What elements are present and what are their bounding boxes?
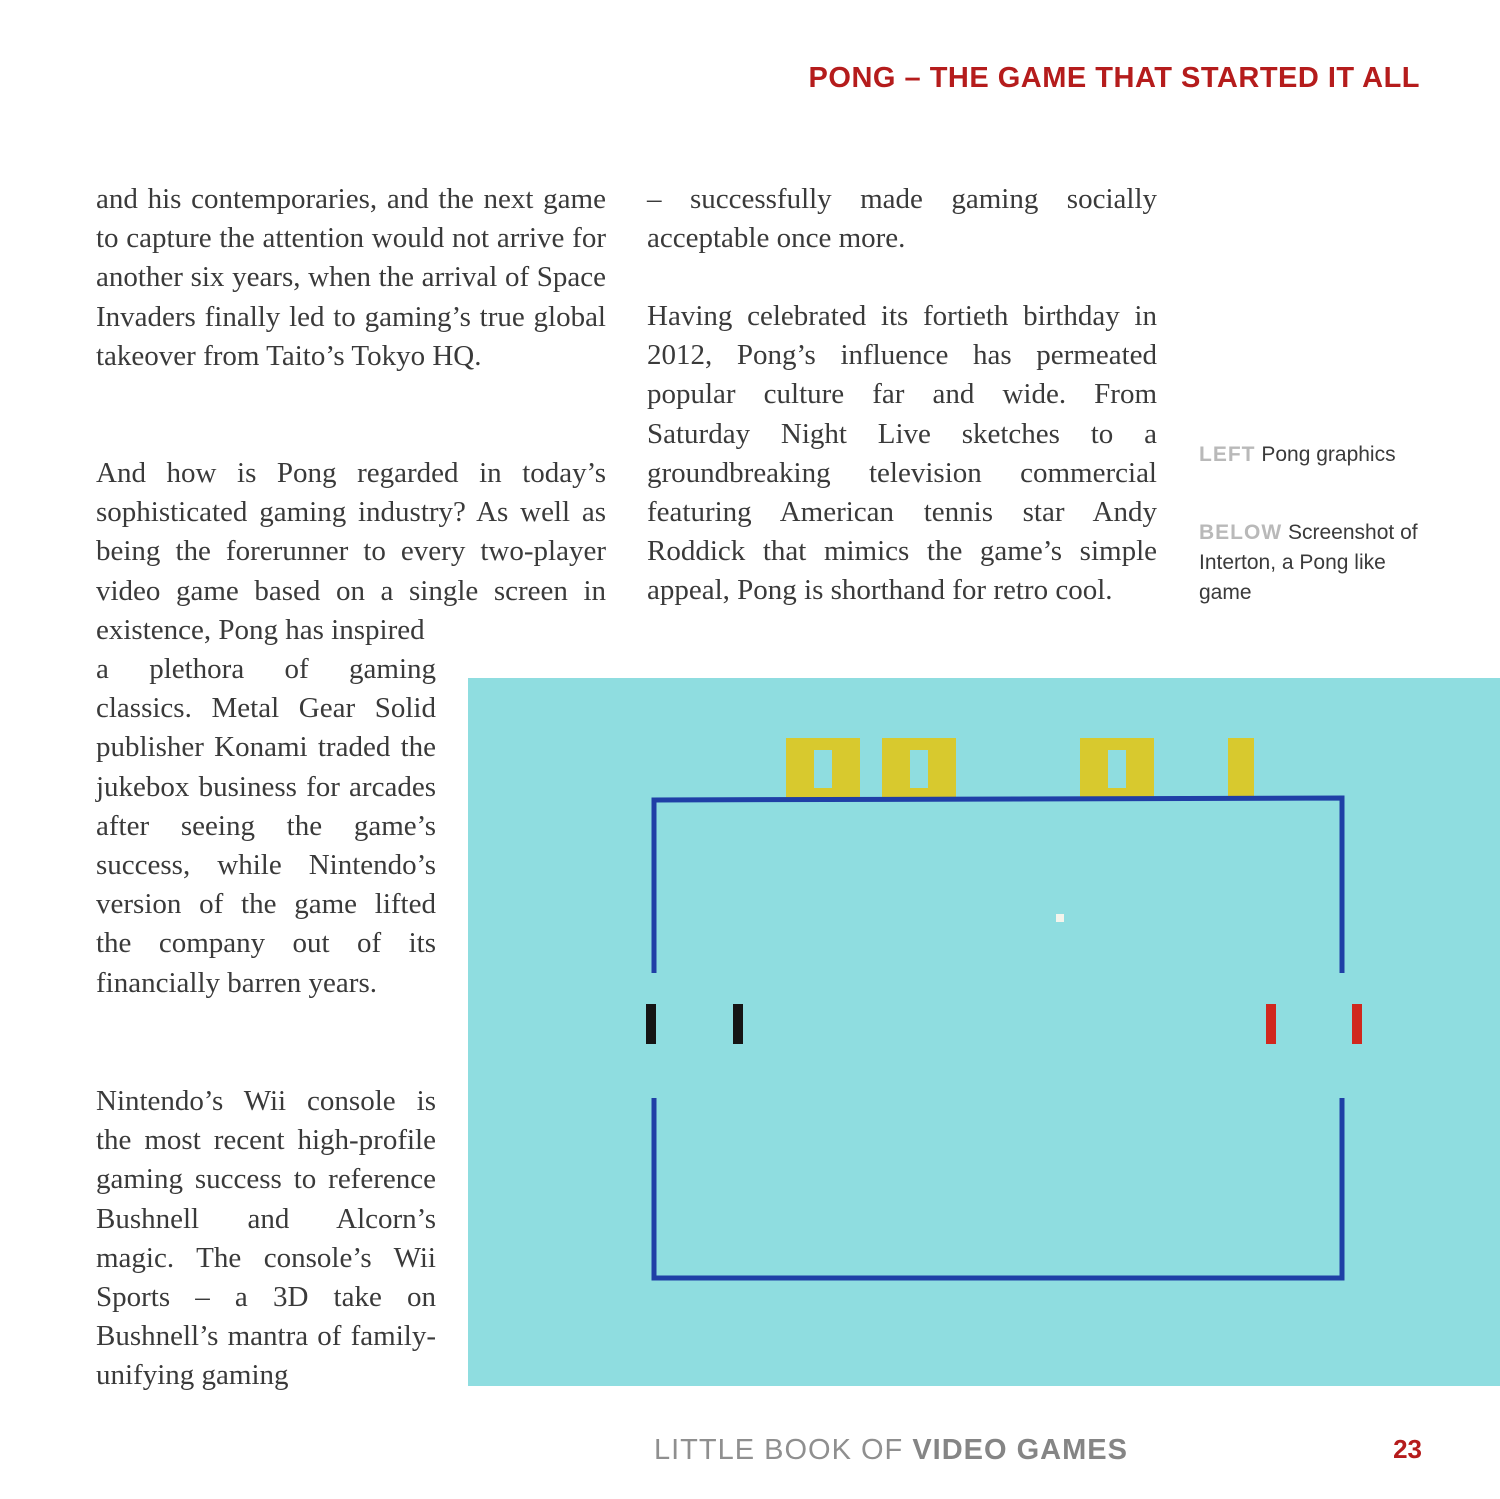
caption-left-text: Pong graphics (1261, 443, 1396, 466)
body-paragraph-2-continued: a plethora of gaming classics. Metal Gear Solid publisher Konami traded the jukebox business for arcades after seeing the game’s success, while Nintendo’s version of the game lifted the company out of its financially barren years. (96, 653, 436, 999)
caption-below (1199, 518, 1429, 608)
left-paddle-outer (646, 1004, 656, 1044)
body-paragraph-4: – successfully made gaming socially acceptable once more. (647, 183, 1157, 255)
score-digit-3 (1080, 738, 1154, 800)
left-paddle-inner (733, 1004, 743, 1044)
game-screenshot-graphic (468, 678, 1500, 1386)
right-paddle-outer (1352, 1004, 1362, 1044)
score-digit-1 (786, 738, 860, 800)
footer-title-light: LITTLE BOOK OF (654, 1434, 913, 1466)
page-number: 23 (1393, 1434, 1422, 1464)
caption-left-tag: LEFT (1199, 443, 1256, 466)
right-paddle-inner (1266, 1004, 1276, 1044)
body-paragraph-5: Having celebrated its fortieth birthday in 2012, Pong’s influence has permeated popular culture far and wide. From Saturday Night Live sketches to a groundbreaking television commercial featuring American tennis star Andy Roddick that mimics the game’s simple appeal, Pong is shorthand for retro cool. (647, 300, 1157, 607)
ball (1056, 914, 1064, 922)
score-digit-4 (1228, 738, 1254, 800)
caption-left (1199, 440, 1429, 470)
body-paragraph-1: and his contemporaries, and the next game to capture the attention would not arrive for another six years, when the arrival of Space Invaders finally led to gaming’s true global takeover from Taito’s Tokyo HQ. (96, 183, 606, 372)
court-top-wall (654, 798, 1342, 973)
court-bottom-wall (654, 1098, 1342, 1278)
caption-below-tag: BELOW (1199, 521, 1283, 544)
body-paragraph-2: And how is Pong regarded in today’s sophisticated gaming industry? As well as being the forerunner to every two-player video game based on a single screen in existence, Pong has inspired (96, 457, 606, 646)
body-paragraph-3: Nintendo’s Wii console is the most recent high-profile gaming success to reference Bushnell and Alcorn’s magic. The console’s Wii Sports – a 3D take on Bushnell’s mantra of family-unifying gaming (96, 1085, 436, 1392)
running-head: PONG – THE GAME THAT STARTED IT ALL (808, 62, 1420, 94)
caption-below-text: Screenshot of Interton, a Pong like game (1199, 521, 1418, 604)
score-digit-2 (882, 738, 956, 800)
game-screenshot (468, 678, 1500, 1386)
footer-book-title (654, 1434, 1128, 1467)
footer-title-bold: VIDEO GAMES (912, 1434, 1128, 1466)
